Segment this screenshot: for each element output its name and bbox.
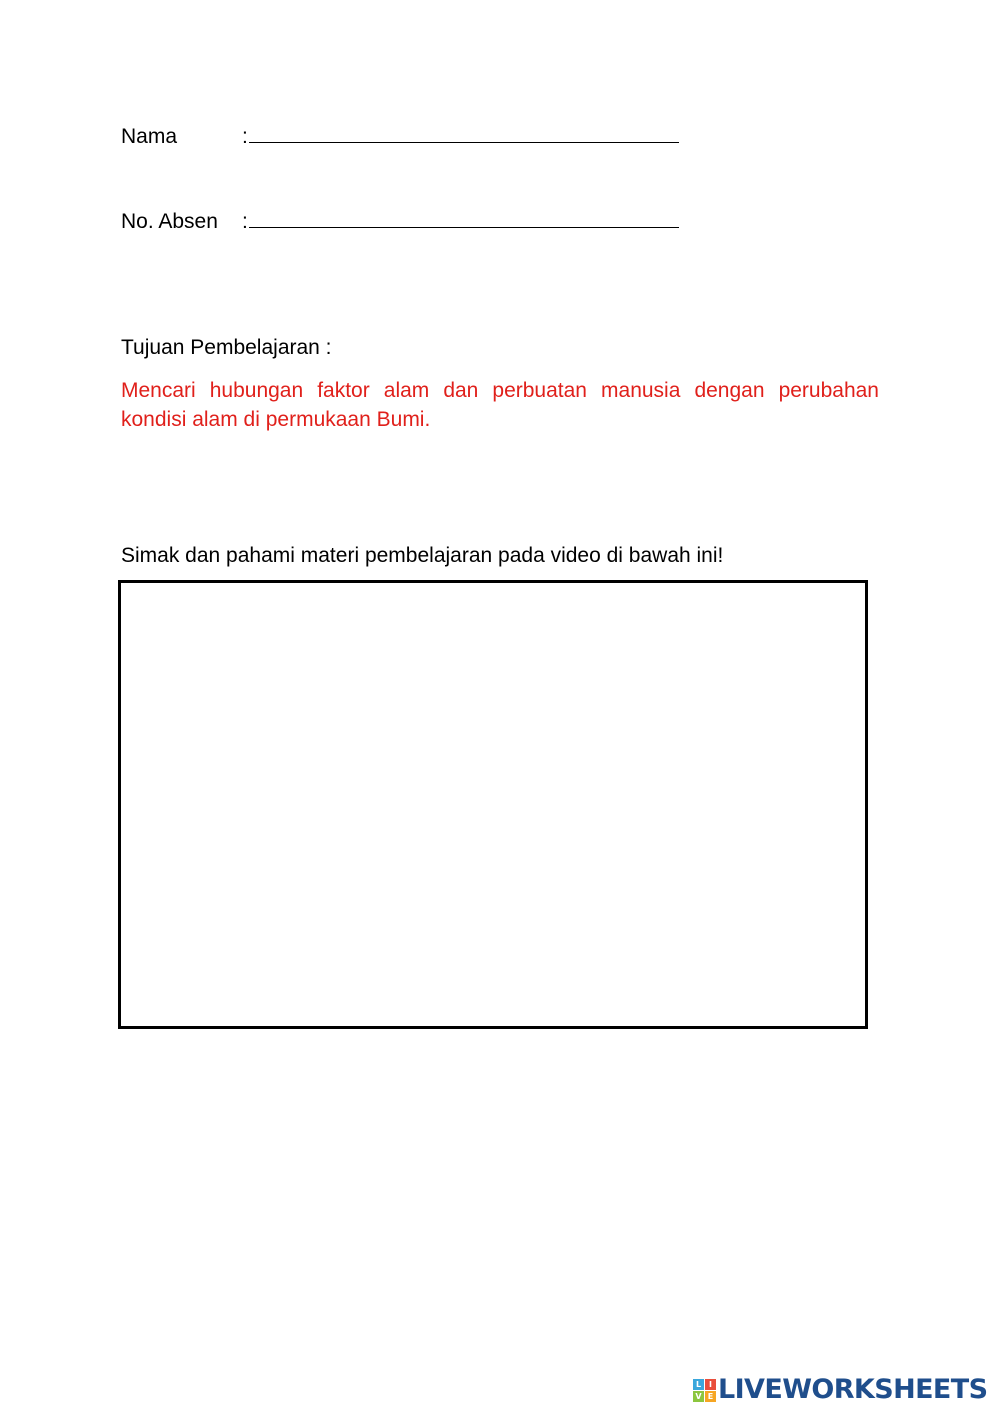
absen-input-line[interactable] bbox=[249, 207, 679, 228]
logo-tile-e: E bbox=[705, 1391, 716, 1402]
name-field-row bbox=[121, 122, 679, 150]
absen-separator: : bbox=[242, 210, 248, 233]
name-input-line[interactable] bbox=[249, 122, 679, 143]
video-placeholder-box[interactable] bbox=[118, 580, 868, 1029]
brand-name: LIVEWORKSHEETS bbox=[718, 1374, 988, 1405]
name-label: Nama bbox=[121, 125, 178, 148]
name-separator: : bbox=[242, 125, 248, 148]
logo-tile-i: I bbox=[705, 1379, 716, 1390]
liveworksheets-logo-icon bbox=[693, 1379, 716, 1402]
objective-heading: Tujuan Pembelajaran : bbox=[121, 336, 332, 359]
absen-field-row bbox=[121, 207, 679, 235]
logo-tile-l: L bbox=[693, 1379, 704, 1390]
objective-text: Mencari hubungan faktor alam dan perbuatan manusia dengan perubahan kondisi alam di permukaan Bumi. bbox=[121, 379, 879, 431]
absen-label: No. Absen bbox=[121, 210, 218, 233]
liveworksheets-brand bbox=[693, 1374, 987, 1406]
instruction-text: Simak dan pahami materi pembelajaran pada video di bawah ini! bbox=[121, 544, 724, 567]
logo-tile-v: V bbox=[693, 1391, 704, 1402]
